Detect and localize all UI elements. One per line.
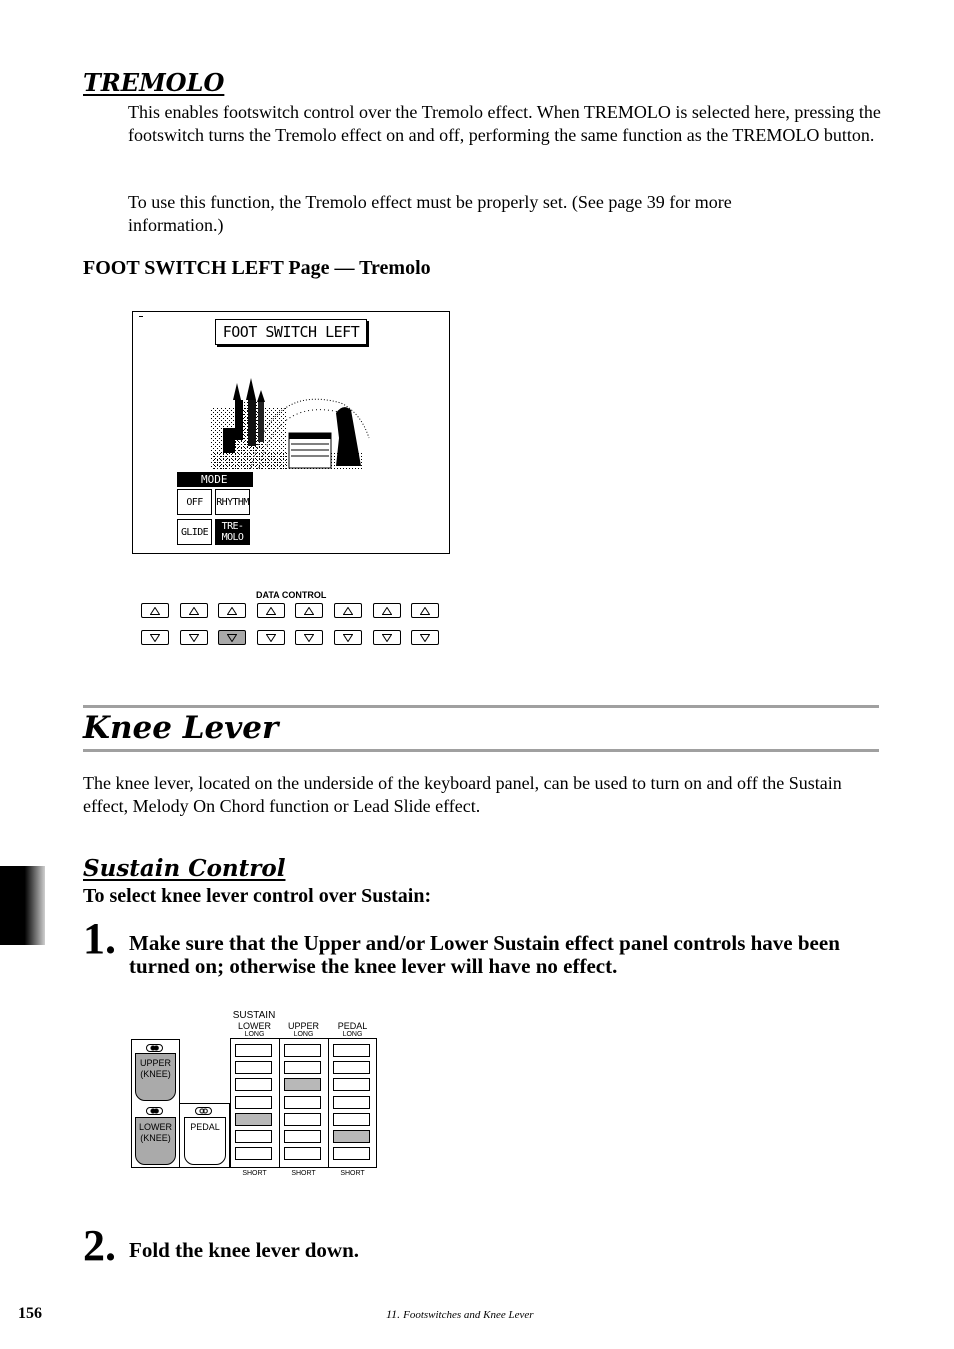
data-control-down-button[interactable] (141, 630, 169, 645)
sustain-col-upper-name: UPPER (287, 1021, 319, 1031)
mode-header: MODE (177, 472, 253, 487)
sustain-divider-1 (279, 1038, 280, 1168)
sustain-lower-level-button[interactable] (235, 1044, 272, 1057)
sustain-upper-level-button[interactable] (284, 1096, 321, 1109)
page-number: 156 (18, 1305, 42, 1322)
sustain-col-upper-long: LONG (293, 1031, 314, 1038)
upper-knee-key[interactable]: UPPER (KNEE) (135, 1053, 176, 1101)
data-control-label: DATA CONTROL (256, 590, 327, 600)
triangle-down-icon (189, 634, 199, 642)
tremolo-paragraph-1: This enables footswitch control over the Tremolo effect. When TREMOLO is selected here, pressing the footswitch turns the Tremolo effect on and off, performing the same function as the TREMOLO button. (128, 102, 881, 145)
sustain-pedal-level-button[interactable] (333, 1113, 370, 1126)
step-2-number: 2. (83, 1221, 116, 1270)
sustain-upper-level-button[interactable] (284, 1078, 321, 1091)
chapter-title: Footswitches and Knee Lever (403, 1309, 534, 1321)
sustain-col-pedal-long: LONG (342, 1031, 363, 1038)
lcd-corner-mark (139, 316, 143, 317)
lower-knee-indicator-icon (146, 1107, 163, 1115)
triangle-down-icon (227, 634, 237, 642)
sustain-pedal-level-button[interactable] (333, 1096, 370, 1109)
castle-organ-illustration (211, 378, 371, 470)
sustain-pedal-level-button[interactable] (333, 1061, 370, 1074)
sustain-pedal-level-button[interactable] (333, 1130, 370, 1143)
lower-knee-key[interactable]: LOWER (KNEE) (135, 1117, 176, 1165)
mode-off-button[interactable]: OFF (177, 489, 212, 515)
sustain-upper-level-button[interactable] (284, 1147, 321, 1160)
tremolo-heading: TREMOLO (83, 68, 225, 97)
data-control-up-button[interactable] (295, 603, 323, 618)
triangle-up-icon (382, 607, 392, 615)
chapter-footer (386, 1307, 534, 1322)
sustain-col-pedal-short: SHORT (340, 1170, 365, 1177)
triangle-up-icon (343, 607, 353, 615)
lcd-title: FOOT SWITCH LEFT (215, 319, 367, 345)
triangle-up-icon (266, 607, 276, 615)
sustain-col-lower-name: LOWER (237, 1021, 271, 1031)
triangle-down-icon (150, 634, 160, 642)
data-control-down-button[interactable] (373, 630, 401, 645)
chapter-number: 11. (386, 1307, 401, 1321)
data-control-down-button[interactable] (411, 630, 439, 645)
mode-rhythm-button[interactable]: RHYTHM (215, 489, 250, 515)
triangle-down-icon (266, 634, 276, 642)
sustain-lower-level-button[interactable] (235, 1130, 272, 1143)
sustain-upper-level-button[interactable] (284, 1044, 321, 1057)
tremolo-paragraph-2: To use this function, the Tremolo effect must be properly set. (See page 39 for more information.) (128, 192, 732, 235)
sustain-lower-level-button[interactable] (235, 1147, 272, 1160)
mode-glide-button[interactable]: GLIDE (177, 519, 212, 545)
sustain-panel (131, 1008, 377, 1177)
triangle-up-icon (420, 607, 430, 615)
sustain-col-pedal-name: PEDAL (337, 1021, 368, 1031)
sustain-subheading: To select knee lever control over Sustain: (83, 885, 432, 907)
pedal-key[interactable]: PEDAL (184, 1117, 226, 1165)
chapter-tab (0, 866, 45, 945)
sustain-pedal-level-button[interactable] (333, 1044, 370, 1057)
sustain-control-heading: Sustain Control (83, 855, 286, 882)
pedal-indicator-icon (195, 1107, 212, 1115)
sustain-label: SUSTAIN (232, 1010, 276, 1021)
sustain-col-upper-short: SHORT (291, 1170, 316, 1177)
sustain-col-lower-long: LONG (244, 1031, 265, 1038)
triangle-up-icon (150, 607, 160, 615)
sustain-upper-level-button[interactable] (284, 1130, 321, 1143)
data-control-down-button[interactable] (218, 630, 246, 645)
step-2-text: Fold the knee lever down. (129, 1238, 360, 1262)
triangle-down-icon (343, 634, 353, 642)
step-1-text: Make sure that the Upper and/or Lower Sustain effect panel controls have been turned on; otherwise the knee lever will have no effect. (129, 931, 840, 978)
triangle-up-icon (304, 607, 314, 615)
triangle-down-icon (304, 634, 314, 642)
sustain-pedal-level-button[interactable] (333, 1078, 370, 1091)
data-control-up-button[interactable] (141, 603, 169, 618)
sustain-lower-level-button[interactable] (235, 1078, 272, 1091)
upper-knee-indicator-icon (146, 1044, 163, 1052)
step-1-number: 1. (83, 914, 116, 963)
data-control-up-button[interactable] (334, 603, 362, 618)
triangle-down-icon (420, 634, 430, 642)
triangle-down-icon (382, 634, 392, 642)
data-control-up-button[interactable] (180, 603, 208, 618)
page-subheading: FOOT SWITCH LEFT Page — Tremolo (83, 257, 431, 279)
sustain-lower-level-button[interactable] (235, 1096, 272, 1109)
triangle-up-icon (227, 607, 237, 615)
knee-lever-bottom-rule (83, 749, 879, 752)
lcd-screen (132, 311, 450, 554)
data-control-down-button[interactable] (257, 630, 285, 645)
sustain-lower-level-button[interactable] (235, 1061, 272, 1074)
data-control-up-button[interactable] (218, 603, 246, 618)
knee-lever-intro: The knee lever, located on the underside of the keyboard panel, can be used to turn on and off the Sustain effect, Melody On Chord function or Lead Slide effect. (83, 773, 842, 816)
triangle-up-icon (189, 607, 199, 615)
data-control-up-button[interactable] (411, 603, 439, 618)
data-control-up-button[interactable] (257, 603, 285, 618)
sustain-pedal-level-button[interactable] (333, 1147, 370, 1160)
knee-lever-heading: Knee Lever (83, 710, 279, 746)
mode-tremolo-button[interactable]: TRE- MOLO (215, 519, 250, 545)
sustain-upper-level-button[interactable] (284, 1061, 321, 1074)
data-control-down-button[interactable] (334, 630, 362, 645)
data-control-up-button[interactable] (373, 603, 401, 618)
sustain-divider-2 (328, 1038, 329, 1168)
sustain-col-lower-short: SHORT (242, 1170, 267, 1177)
data-control-down-button[interactable] (180, 630, 208, 645)
data-control-down-button[interactable] (295, 630, 323, 645)
sustain-lower-level-button[interactable] (235, 1113, 272, 1126)
sustain-upper-level-button[interactable] (284, 1113, 321, 1126)
